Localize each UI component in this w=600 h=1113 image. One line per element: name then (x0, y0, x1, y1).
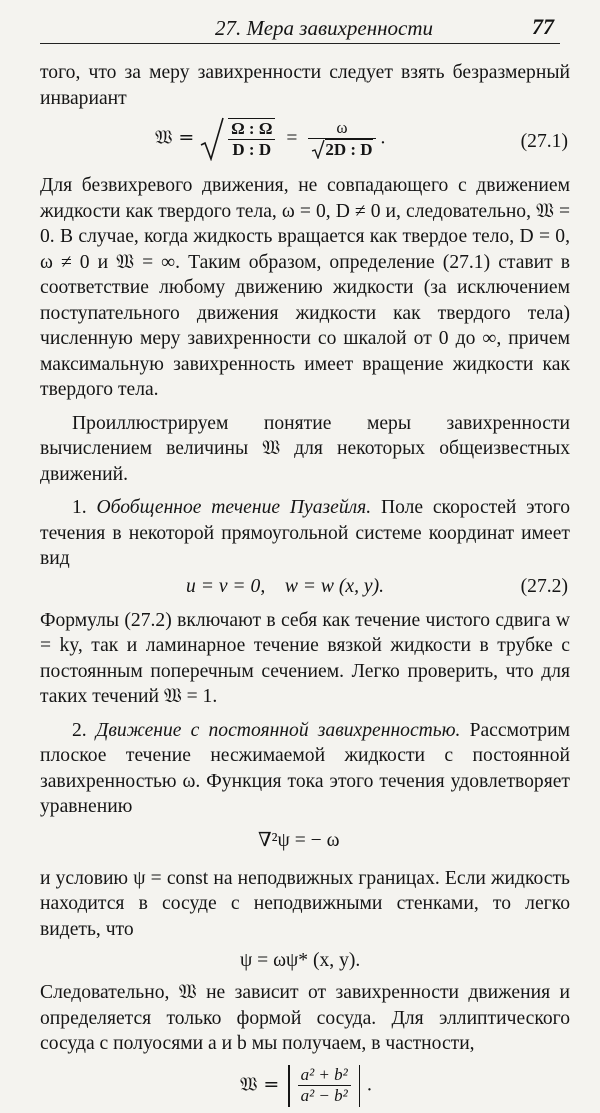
paragraph-5: и условию ψ = const на неподвижных границах. Если жидкость находится в сосуде с неподвижными стенками, то легко видеть, что (40, 867, 570, 940)
eq1-period: . (380, 127, 386, 149)
equation-27-1 (40, 113, 570, 167)
abs-bar-right-icon (359, 1065, 361, 1107)
eq2-label: (27.2) (520, 575, 568, 597)
section-title: 27. Мера завихренности (215, 16, 434, 40)
header-rule (40, 43, 560, 44)
equation-stream (40, 944, 570, 976)
paragraph-4: Формулы (27.2) включают в себя как течение чистого сдвига w = ky, так и ламинарное течение вязкой жидкости в трубке с постоянным поперечным сечением. Легко проверить, что для таких течений 𝔚 = 1. (40, 609, 570, 707)
section-2 (40, 718, 570, 820)
sqrt-small-icon (311, 139, 325, 159)
paragraph-3: Проиллюстрируем понятие меры завихренности вычислением величины 𝔚 для некоторых общеизвестных движений. (40, 412, 570, 485)
section-2-title: Движение с постоянной завихренностью. (95, 719, 461, 741)
eq5-lhs: 𝔚 = (240, 1073, 280, 1095)
eq1-numerator-2: ω (308, 118, 375, 139)
eq1-denominator-2: 2D : D (325, 140, 373, 159)
eq1-denominator-1: D : D (232, 140, 272, 159)
page-body (40, 60, 570, 1113)
sqrt-sign-icon (199, 117, 225, 161)
eq5-numerator: a² + b² (298, 1065, 351, 1086)
paragraph-1: того, что за меру завихренности следует взять безразмерный инвариант (40, 62, 570, 109)
page-number: 77 (532, 14, 554, 39)
equation-laplace (40, 822, 570, 858)
eq1-denominator-2-wrap (308, 139, 375, 160)
eq3-text: ∇²ψ = − ω (258, 829, 340, 851)
eq4-text: ψ = ωψ* (x, y). (240, 950, 361, 971)
section-1-text: Поле скоростей этого течения в некоторой прямоугольной системе координат имеет вид (40, 497, 570, 569)
section-2-text: Рассмотрим плоское течение несжимаемой жидкости с постоянной завихренностью ω. Функция тока этого течения удовлетворяет уравнению (40, 719, 571, 817)
eq2-text: u = v = 0, w = w (x, y). (186, 575, 385, 597)
section-1-lead: 1. (72, 497, 97, 518)
eq1-label: (27.1) (520, 131, 568, 152)
abs-bar-left-icon (288, 1065, 290, 1107)
paragraph-6: Следовательно, 𝔚 не зависит от завихренности движения и определяется только формой сосуда. Для эллиптического сосуда с полуосями a и b мы получаем, в частности, (40, 982, 570, 1054)
section-1 (40, 495, 570, 572)
eq1-equals: = (286, 127, 298, 149)
eq1-numerator-1: Ω : Ω (228, 119, 275, 140)
equation-ellipse (40, 1063, 570, 1113)
paragraph-2: Для безвихревого движения, не совпадающего с движением жидкости как твердого тела, ω = 0, D ≠ 0 и, следовательно, 𝔚 = 0. В случае, когда жидкость вращается как твердое тело, D = 0, ω ≠ 0 и 𝔚 = ∞. Таким образом, определение (27.1) ставит в соответствие любому движению жидкости (за исключением поступательного движения жидкости как твердого тела) численную меру завихренности со шкалой от 0 до ∞, причем максимальную завихренность имеет вращение жидкости как твердого тела. (40, 175, 570, 400)
section-2-lead: 2. (72, 719, 96, 741)
eq5-period: . (367, 1074, 372, 1095)
section-1-title: Обобщенное течение Пуазейля. (96, 497, 372, 518)
eq5-denominator: a² − b² (300, 1086, 348, 1105)
running-header (40, 12, 560, 44)
eq1-lhs: 𝔚 = (155, 126, 195, 149)
equation-27-2 (40, 574, 570, 602)
